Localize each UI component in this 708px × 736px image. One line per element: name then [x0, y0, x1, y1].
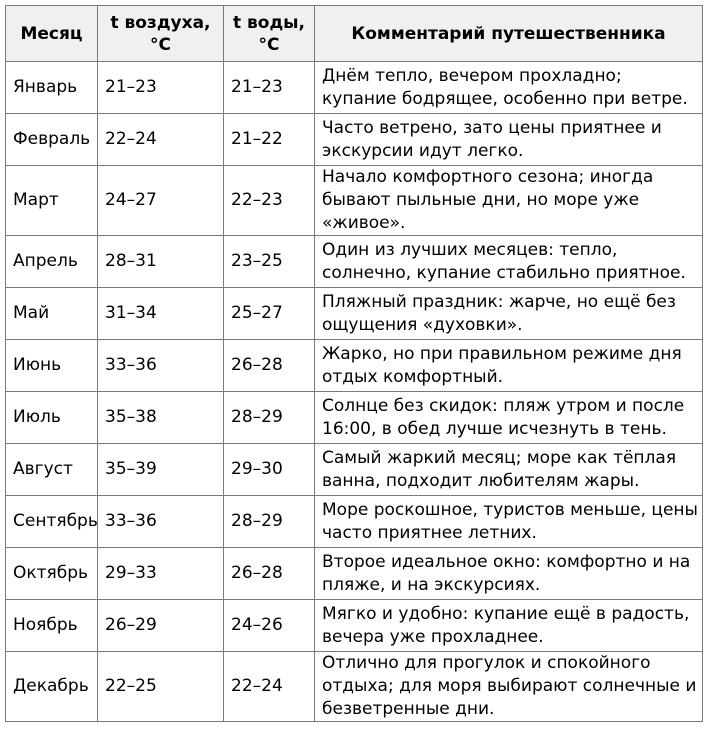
header-month: Месяц — [6, 6, 98, 62]
cell-comment: Часто ветрено, зато цены приятнее и экскурсии идут легко. — [315, 114, 703, 166]
cell-air-temp: 21–23 — [98, 62, 224, 114]
cell-water-temp: 28–29 — [224, 392, 315, 444]
cell-month: Декабрь — [6, 652, 98, 722]
cell-comment: Самый жаркий месяц; море как тёплая ванна, подходит любителям жары. — [315, 444, 703, 496]
cell-water-temp: 21–23 — [224, 62, 315, 114]
cell-comment: Второе идеальное окно: комфортно и на пляже, и на экскурсиях. — [315, 548, 703, 600]
cell-water-temp: 29–30 — [224, 444, 315, 496]
cell-water-temp: 26–28 — [224, 548, 315, 600]
table-row — [6, 114, 703, 166]
table-body — [6, 62, 703, 722]
cell-water-temp: 24–26 — [224, 600, 315, 652]
cell-comment: Море роскошное, туристов меньше, цены часто приятнее летних. — [315, 496, 703, 548]
cell-air-temp: 31–34 — [98, 288, 224, 340]
cell-month: Январь — [6, 62, 98, 114]
cell-month: Май — [6, 288, 98, 340]
header-comment: Комментарий путешественника — [315, 6, 703, 62]
header-water-temp: t воды, °C — [224, 6, 315, 62]
cell-month: Июль — [6, 392, 98, 444]
climate-table-container — [5, 5, 702, 722]
table-row — [6, 392, 703, 444]
header-air-temp: t воздуха, °C — [98, 6, 224, 62]
cell-air-temp: 26–29 — [98, 600, 224, 652]
cell-water-temp: 28–29 — [224, 496, 315, 548]
cell-comment: Один из лучших месяцев: тепло, солнечно, купание стабильно приятное. — [315, 236, 703, 288]
cell-air-temp: 35–38 — [98, 392, 224, 444]
cell-air-temp: 22–25 — [98, 652, 224, 722]
cell-air-temp: 24–27 — [98, 166, 224, 236]
table-row — [6, 548, 703, 600]
cell-comment: Жарко, но при правильном режиме дня отдых комфортный. — [315, 340, 703, 392]
table-row — [6, 288, 703, 340]
cell-comment: Начало комфортного сезона; иногда бывают пыльные дни, но море уже «живое». — [315, 166, 703, 236]
cell-water-temp: 22–23 — [224, 166, 315, 236]
cell-air-temp: 35–39 — [98, 444, 224, 496]
cell-month: Апрель — [6, 236, 98, 288]
table-row — [6, 236, 703, 288]
table-header — [6, 6, 703, 62]
cell-month: Февраль — [6, 114, 98, 166]
cell-month: Ноябрь — [6, 600, 98, 652]
table-row — [6, 166, 703, 236]
table-row — [6, 496, 703, 548]
cell-month: Сентябрь — [6, 496, 98, 548]
cell-comment: Солнце без скидок: пляж утром и после 16:00, в обед лучше исчезнуть в тень. — [315, 392, 703, 444]
cell-air-temp: 22–24 — [98, 114, 224, 166]
cell-water-temp: 25–27 — [224, 288, 315, 340]
cell-water-temp: 21–22 — [224, 114, 315, 166]
table-row — [6, 600, 703, 652]
cell-air-temp: 28–31 — [98, 236, 224, 288]
climate-table — [5, 5, 703, 722]
table-row — [6, 444, 703, 496]
cell-month: Июнь — [6, 340, 98, 392]
cell-month: Март — [6, 166, 98, 236]
cell-month: Октябрь — [6, 548, 98, 600]
table-row — [6, 652, 703, 722]
header-row — [6, 6, 703, 62]
cell-air-temp: 33–36 — [98, 340, 224, 392]
table-row — [6, 62, 703, 114]
cell-month: Август — [6, 444, 98, 496]
cell-comment: Днём тепло, вечером прохладно; купание бодрящее, особенно при ветре. — [315, 62, 703, 114]
cell-water-temp: 22–24 — [224, 652, 315, 722]
cell-air-temp: 33–36 — [98, 496, 224, 548]
cell-air-temp: 29–33 — [98, 548, 224, 600]
cell-comment: Отлично для прогулок и спокойного отдыха; для моря выбирают солнечные и безветренные дни. — [315, 652, 703, 722]
table-row — [6, 340, 703, 392]
cell-comment: Пляжный праздник: жарче, но ещё без ощущения «духовки». — [315, 288, 703, 340]
cell-water-temp: 23–25 — [224, 236, 315, 288]
cell-comment: Мягко и удобно: купание ещё в радость, вечера уже прохладнее. — [315, 600, 703, 652]
cell-water-temp: 26–28 — [224, 340, 315, 392]
